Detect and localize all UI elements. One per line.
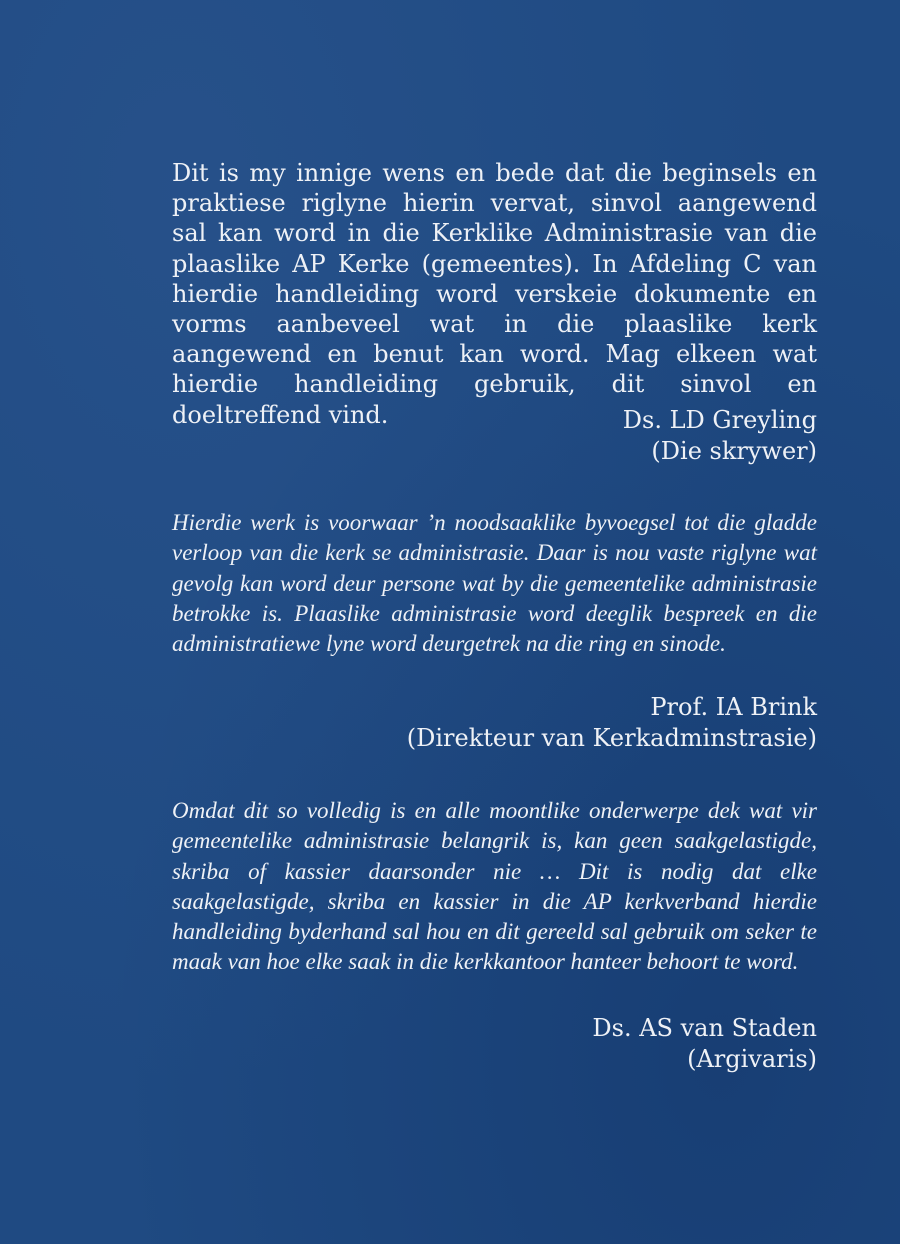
signature-role: (Die skrywer) [651, 436, 817, 465]
signature-role: (Direkteur van Kerkadminstrasie) [406, 723, 817, 752]
endorsement-signature [172, 1013, 817, 1074]
signature-name: Prof. IA Brink [650, 693, 817, 721]
signature-name: Ds. AS van Staden [592, 1014, 817, 1042]
endorsement-signature [172, 692, 817, 753]
signature-name: Ds. LD Greyling [622, 406, 817, 434]
signature-role: (Argivaris) [687, 1044, 817, 1073]
author-paragraph: Dit is my innige wens en bede dat die beginsels en praktiese riglyne hierin vervat, sinvol aangewend sal kan word in die Kerklike Administrasie van die plaaslike AP Kerke (gemeentes). In Afdeling C van hierdie handleiding word verskeie dokumente en vorms aanbeveel wat in die plaaslike kerk aangewend en benut kan word. Mag elkeen wat hierdie handleiding gebruik, dit sinvol en doeltreffend vind. [172, 159, 817, 429]
endorsement-text: Hierdie werk is voorwaar ’n noodsaaklike byvoegsel tot die gladde verloop van die kerk se administrasie. Daar is nou vaste riglyne wat gevolg kan word deur persone wat by die gemeentelike administrasie betrokke is. Plaaslike administrasie word deeglik bespreek en die administratiewe lyne word deurgetrek na die ring en sinode. [172, 510, 817, 657]
endorsement-quote [172, 508, 817, 659]
endorsement-text: Omdat dit so volledig is en alle moontlike onderwerpe dek wat vir gemeentelike administrasie belangrik is, kan geen saakgelastigde, skriba of kassier daarsonder nie … Dit is nodig dat elke saakgelastigde, skriba en kassier in die AP kerkverband hierdie handleiding byderhand sal hou en dit gereeld sal gebruik om seker te maak van hoe elke saak in die kerkkantoor hanteer behoort te word. [172, 798, 817, 975]
endorsement-quote [172, 796, 817, 978]
author-statement [172, 158, 817, 430]
author-signature [172, 405, 817, 466]
